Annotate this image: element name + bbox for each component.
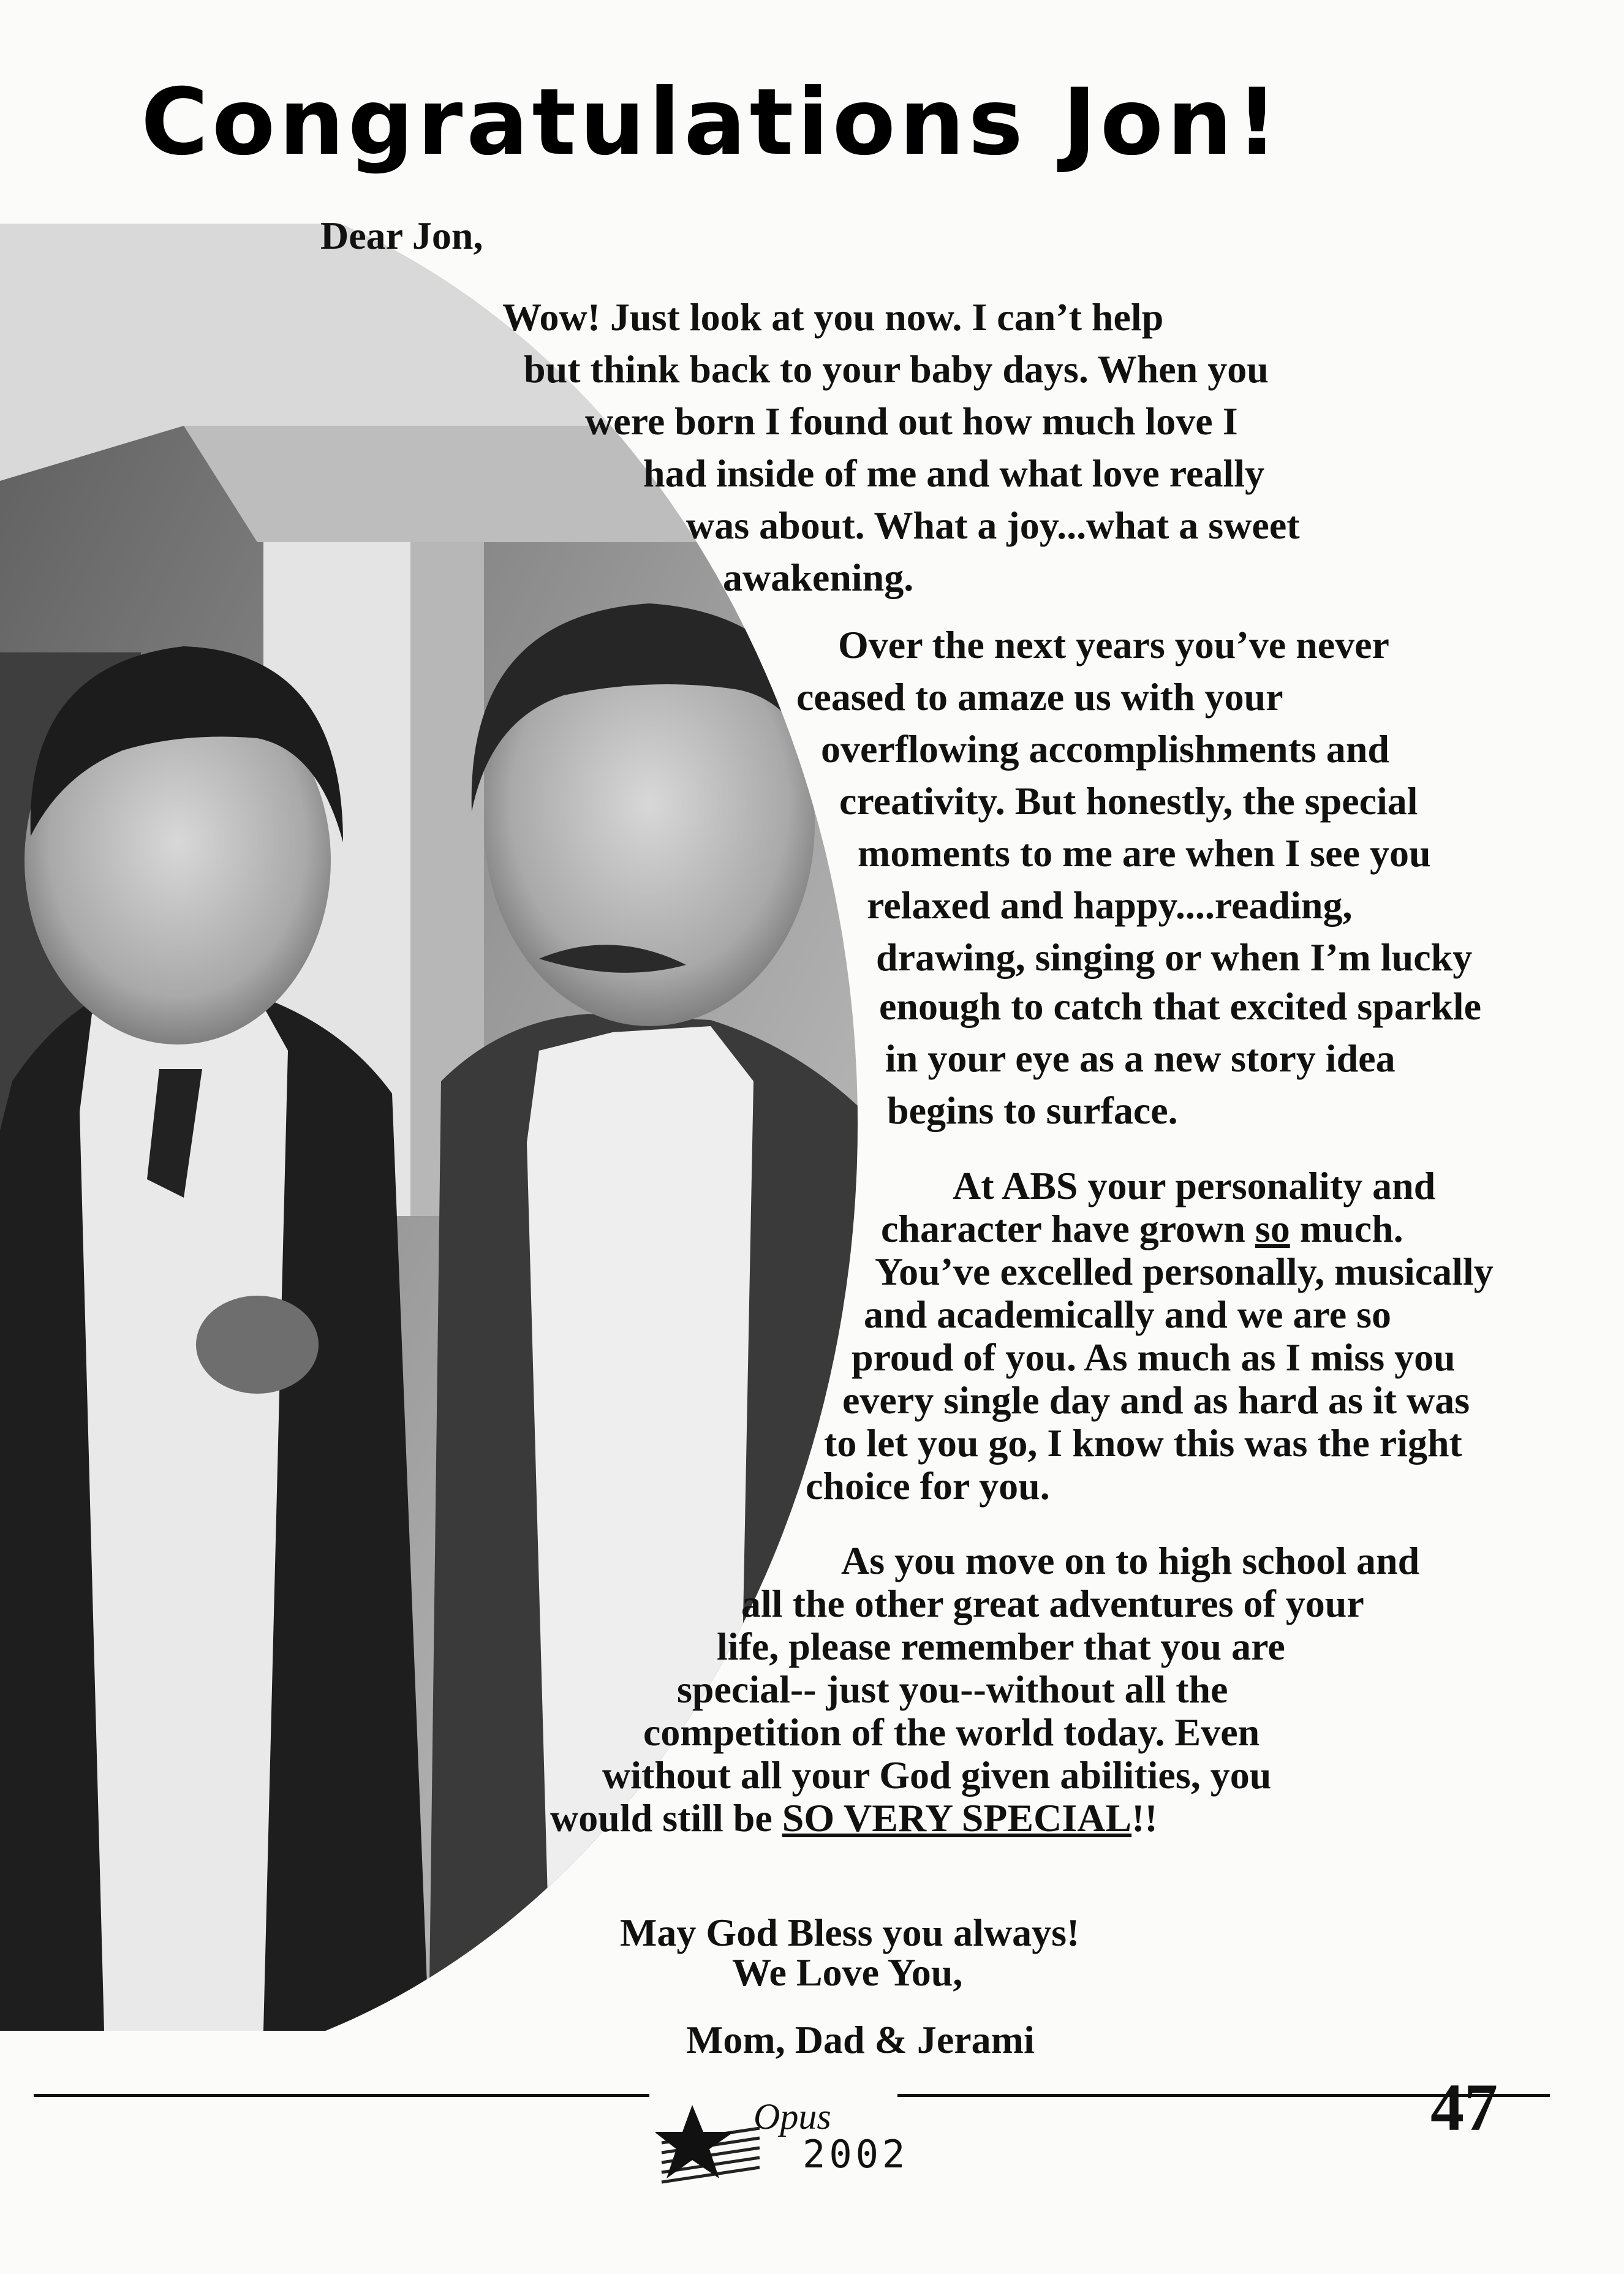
letter-line: but think back to your baby days. When you bbox=[524, 347, 1269, 391]
letter-line: every single day and as hard as it was bbox=[842, 1378, 1470, 1422]
letter-line: life, please remember that you are bbox=[717, 1625, 1285, 1668]
closing-blessing: May God Bless you always! bbox=[620, 1911, 1080, 1954]
letter-line: and academically and we are so bbox=[864, 1293, 1392, 1336]
letter-line: special-- just you--without all the bbox=[677, 1668, 1228, 1711]
letter-line: in your eye as a new story idea bbox=[885, 1037, 1396, 1080]
letter-line: choice for you. bbox=[806, 1464, 1050, 1508]
letter-line: Wow! Just look at you now. I can’t help bbox=[502, 295, 1164, 339]
letter-line: moments to me are when I see you bbox=[858, 831, 1431, 875]
letter-line: overflowing accomplishments and bbox=[821, 727, 1389, 771]
letter-line: were born I found out how much love I bbox=[585, 399, 1238, 443]
footer-rule-left bbox=[34, 2094, 649, 2097]
letter-line: competition of the world today. Even bbox=[643, 1710, 1260, 1754]
logo-text: Opus bbox=[753, 2096, 831, 2137]
letter-line: You’ve excelled personally, musically bbox=[875, 1250, 1494, 1293]
letter-line: all the other great adventures of your bbox=[741, 1582, 1364, 1625]
letter-line: was about. What a joy...what a sweet bbox=[686, 504, 1300, 547]
letter-line: character have grown so much. bbox=[881, 1207, 1403, 1250]
letter-line: had inside of me and what love really bbox=[643, 451, 1264, 495]
page-number: 47 bbox=[1430, 2070, 1498, 2145]
letter-line: without all your God given abilities, you bbox=[602, 1753, 1272, 1797]
salutation: Dear Jon, bbox=[320, 214, 483, 257]
signature: Mom, Dad & Jerami bbox=[686, 2018, 1035, 2061]
letter-line: would still be SO VERY SPECIAL!! bbox=[550, 1796, 1158, 1840]
letter-line: to let you go, I know this was the right bbox=[824, 1421, 1462, 1465]
letter-line: proud of you. As much as I miss you bbox=[852, 1335, 1456, 1379]
closing-love: We Love You, bbox=[732, 1951, 963, 1994]
letter-line: enough to catch that excited sparkle bbox=[879, 984, 1482, 1028]
emphasis-so-very-special: SO VERY SPECIAL bbox=[782, 1796, 1132, 1840]
letter-line: ceased to amaze us with your bbox=[796, 675, 1283, 719]
letter-line: Over the next years you’ve never bbox=[838, 623, 1389, 667]
page-title: Congratulations Jon! bbox=[141, 69, 1282, 176]
letter-line: awakening. bbox=[723, 556, 914, 599]
emphasis-so: so bbox=[1255, 1207, 1290, 1250]
letter-line: drawing, singing or when I’m lucky bbox=[876, 935, 1473, 979]
letter-line: At ABS your personality and bbox=[953, 1164, 1436, 1207]
letter-line: begins to surface. bbox=[887, 1089, 1178, 1132]
letter-line: As you move on to high school and bbox=[841, 1539, 1420, 1582]
letter-line: creativity. But honestly, the special bbox=[839, 779, 1418, 823]
letter-line: relaxed and happy....reading, bbox=[867, 883, 1353, 927]
logo-year: 2002 bbox=[803, 2132, 909, 2177]
